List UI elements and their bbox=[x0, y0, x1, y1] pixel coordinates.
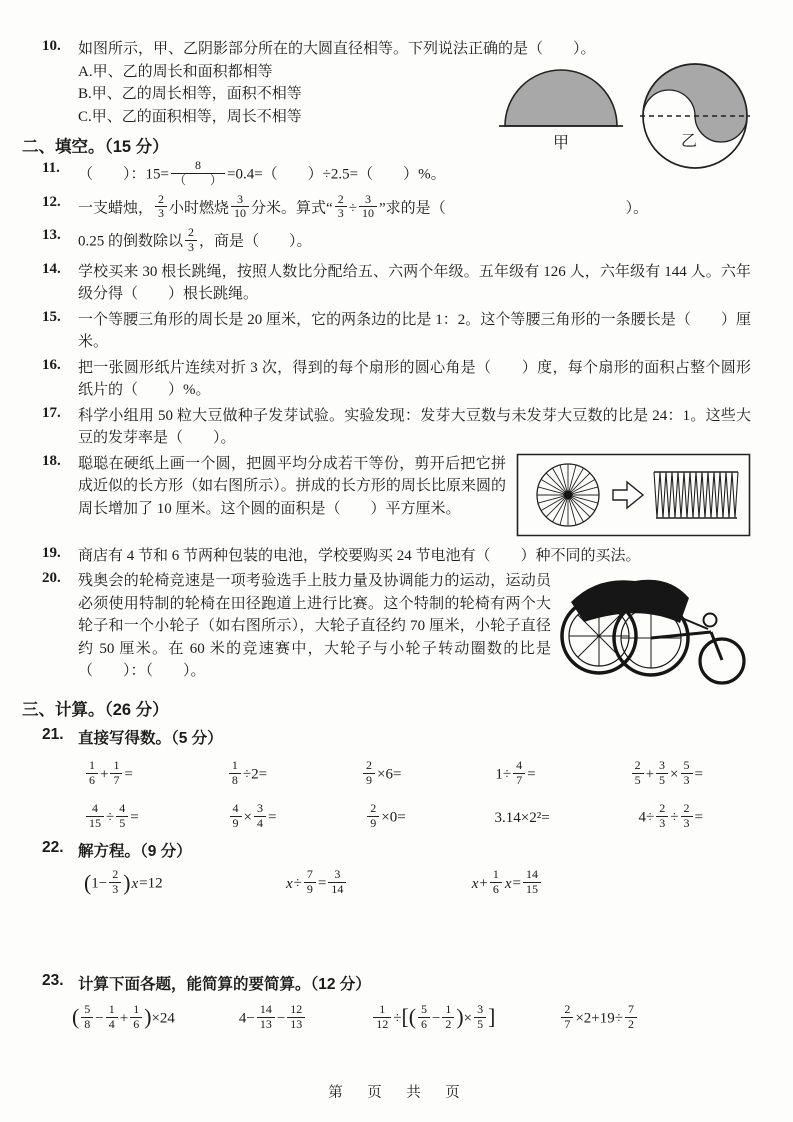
q23-expressions-row bbox=[72, 1004, 639, 1035]
expression: $\frac{2}{5}$ + $\frac{3}{5}$ × $\frac{5}{3}$ = bbox=[630, 760, 703, 791]
circle-to-rectangle-svg bbox=[516, 453, 751, 537]
question-18-number: 18. bbox=[42, 452, 61, 469]
section-fill-header: 二、填空。（15 分） bbox=[22, 138, 169, 156]
expression: $\frac{1}{8}$ ÷2= bbox=[227, 760, 267, 791]
question-11-text: （ ）：15= $\frac{8}{( )}$ =0.4=（ ）÷2.5=（ ）%。 bbox=[78, 158, 446, 187]
question-21-title: 直接写得数。（5 分） bbox=[78, 730, 223, 748]
expression: $\frac{1}{6}$ + $\frac{1}{7}$ = bbox=[84, 760, 133, 791]
sector-circle bbox=[537, 464, 599, 526]
question-16-number: 16. bbox=[42, 356, 61, 373]
expression: $\frac{2}{9}$ ×0= bbox=[365, 803, 405, 834]
question-20-text: 残奥会的轮椅竞速是一项考验选手上肢力量及协调能力的运动，运动员必须使用特制的轮椅在田径跑道上进行比赛。这个特制的轮椅有两个大轮子和一个小轮子（如右图所示），大轮子直径约 70 厘米，小轮子直径约 50 厘米。在 60 米的竞速赛中，大轮子与小轮子转动圈数的比是（ ）：（ ）。 bbox=[78, 573, 551, 680]
question-22-number: 22. bbox=[42, 839, 64, 857]
question-16-text: 把一张圆形纸片连续对折 3 次，得到的每个扇形的圆心角是（ ）度，每个扇形的面积占整个圆形纸片的（ ）%。 bbox=[78, 359, 751, 399]
expression: ( $\frac{5}{8}$ − $\frac{1}{4}$ + $\frac{1}{6}$ )×24 bbox=[72, 1002, 175, 1031]
q22-equations-row bbox=[84, 869, 543, 900]
question-18 bbox=[22, 453, 751, 542]
equation: x+ $\frac{1}{6}$ x= $\frac{14}{15}$ bbox=[471, 869, 543, 900]
question-10-option-b: B.甲、乙的周长相等，面积不相等 bbox=[78, 86, 302, 102]
question-13-number: 13. bbox=[42, 227, 61, 244]
q21-row-2 bbox=[84, 800, 703, 834]
question-22-header bbox=[42, 839, 751, 861]
question-10-text: 如图所示，甲、乙阴影部分所在的大圆直径相等。下列说法正确的是（ ）。 bbox=[78, 41, 596, 57]
question-18-text: 聪聪在硬纸上画一个圆，把圆平均分成若干等份，剪开后把它拼成近似的长方形（如右图所示）。拼成的长方形的周长比原来圆的周长增加了 10 厘米。这个圆的面积是（ ）平方厘米。 bbox=[78, 455, 506, 517]
question-14 bbox=[22, 261, 751, 306]
question-12-text: 一支蜡烛， $\frac{2}{3}$ 小时燃烧 $\frac{3}{10}$ 分米。算式“ $\frac{2}{3}$ ÷ $\frac{3}{10}$ ”求的是（ ）。 bbox=[78, 191, 649, 221]
question-20 bbox=[22, 570, 751, 691]
question-14-text: 学校买来 30 根长跳绳，按照人数比分配给五、六两个年级。五年级有 126 人，六年级有 144 人。六年级分得（ ）根长跳绳。 bbox=[78, 263, 751, 303]
zigzag-rectangle bbox=[654, 472, 738, 518]
expression: $\frac{4}{9}$ × $\frac{3}{4}$ = bbox=[228, 803, 277, 834]
question-15-text: 一个等腰三角形的周长是 20 厘米，它的两条边的比是 1：2。这个等腰三角形的一条腰长是（ ）厘米。 bbox=[78, 311, 751, 351]
question-12-number: 12. bbox=[42, 193, 61, 210]
yi-label: 乙 bbox=[680, 133, 698, 150]
question-19-number: 19. bbox=[42, 544, 61, 561]
expression: 4÷ $\frac{2}{3}$ ÷ $\frac{2}{3}$ = bbox=[638, 800, 703, 830]
question-20-number: 20. bbox=[42, 570, 61, 587]
question-14-number: 14. bbox=[42, 260, 61, 277]
yi-yinyang-circle bbox=[640, 64, 750, 168]
racing-wheelchair-figure bbox=[559, 570, 751, 691]
question-17-text: 科学小组用 50 粒大豆做种子发芽试验。实验发现：发芽大豆数与未发芽大豆数的比是 24：1。这些大豆的发芽率是（ ）。 bbox=[78, 407, 751, 447]
expression: $\frac{4}{15}$ ÷ $\frac{4}{5}$ = bbox=[84, 803, 139, 834]
question-11-number: 11. bbox=[42, 160, 60, 176]
question-15 bbox=[22, 309, 751, 354]
question-21-header bbox=[42, 726, 751, 748]
expression: 4− $\frac{14}{13}$ − $\frac{12}{13}$ bbox=[239, 1004, 307, 1035]
question-15-number: 15. bbox=[42, 308, 61, 325]
question-23-number: 23. bbox=[42, 972, 64, 990]
jia-label: 甲 bbox=[552, 135, 570, 152]
equation: (1− $\frac{2}{3}$ )x=12 bbox=[84, 867, 163, 897]
wheelchair-svg bbox=[559, 574, 751, 686]
expression: 3.14×2²= bbox=[494, 809, 550, 826]
question-23-title: 计算下面各题，能简算的要简算。（12 分） bbox=[78, 976, 371, 994]
expression: $\frac{2}{7}$ ×2+19÷ $\frac{7}{2}$ bbox=[559, 1004, 639, 1035]
question-17 bbox=[22, 405, 751, 450]
semicircle-and-yinyang-circle-figure bbox=[499, 54, 753, 187]
question-10-option-a: A.甲、乙的周长和面积都相等 bbox=[78, 63, 273, 80]
expression: $\frac{1}{12}$ ÷[( $\frac{5}{6}$ − $\frac{1}{2}$ )× $\frac{3}{5}$ ] bbox=[371, 1004, 495, 1035]
page-footer: 第 页 共 页 bbox=[328, 1085, 465, 1101]
q21-row-1 bbox=[84, 760, 703, 791]
arrow-right-icon bbox=[613, 482, 643, 508]
question-10-number: 10. bbox=[42, 38, 61, 54]
question-23-header bbox=[42, 972, 751, 994]
equation: x÷ $\frac{7}{9}$ = $\frac{3}{14}$ bbox=[285, 869, 348, 900]
expression: 1÷ $\frac{4}{7}$ = bbox=[495, 758, 536, 788]
section-calc-header: 三、计算。（26 分） bbox=[22, 701, 169, 720]
jia-semicircle bbox=[499, 70, 623, 152]
question-19 bbox=[22, 545, 751, 568]
question-21-number: 21. bbox=[42, 726, 64, 744]
work-space bbox=[22, 900, 751, 966]
question-22-title: 解方程。（9 分） bbox=[78, 843, 192, 861]
q10-figure-svg bbox=[499, 54, 753, 182]
question-13-text: 0.25 的倒数除以 $\frac{2}{3}$ ，商是（ ）。 bbox=[78, 225, 312, 254]
question-13 bbox=[22, 227, 751, 258]
question-10-option-c: C.甲、乙的面积相等，周长不相等 bbox=[78, 108, 302, 125]
circle-sectors-to-rectangle-figure bbox=[516, 453, 751, 542]
question-12 bbox=[22, 191, 751, 225]
question-17-number: 17. bbox=[42, 404, 61, 421]
expression: $\frac{2}{9}$ ×6= bbox=[361, 760, 401, 791]
question-16 bbox=[22, 357, 751, 402]
question-19-text: 商店有 4 节和 6 节两种包装的电池，学校要购买 24 节电池有（ ）种不同的买法。 bbox=[78, 547, 641, 564]
